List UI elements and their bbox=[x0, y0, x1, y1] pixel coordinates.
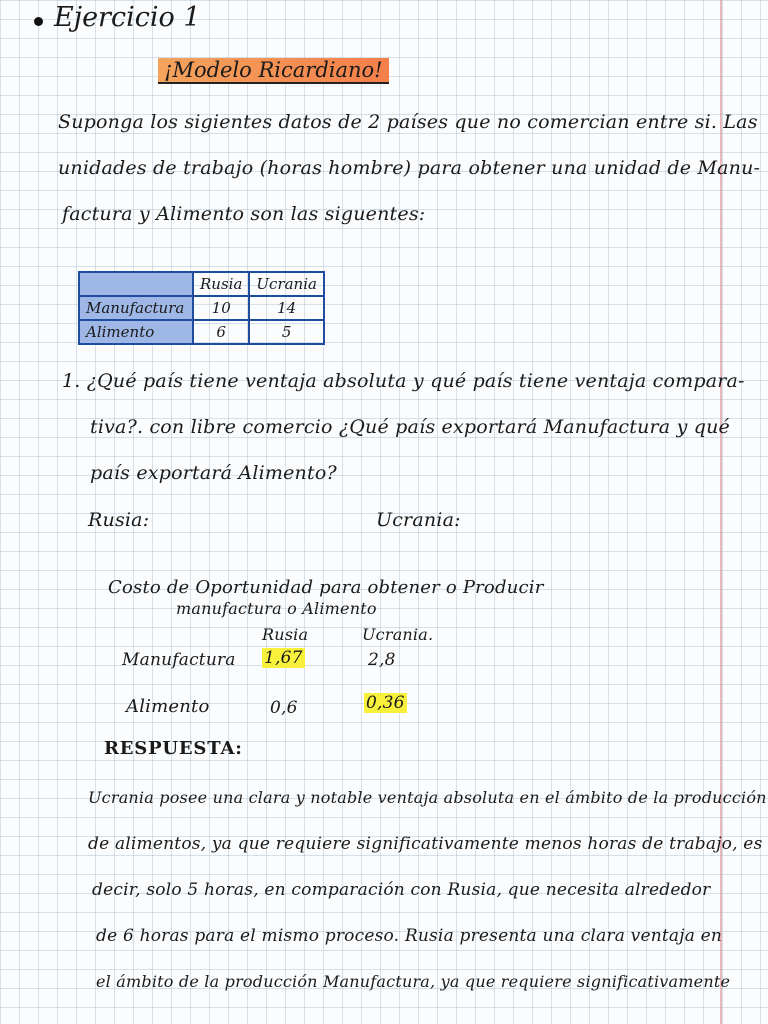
question-line-3: país exportará Alimento? bbox=[90, 462, 337, 484]
opportunity-value-highlighted: 1,67 bbox=[264, 648, 303, 668]
opportunity-value-highlighted: 0,36 bbox=[366, 693, 405, 713]
table-row bbox=[79, 320, 324, 344]
opportunity-value: 0,6 bbox=[270, 698, 298, 718]
table-cell: 5 bbox=[249, 320, 324, 344]
opportunity-col-rusia: Rusia bbox=[262, 625, 309, 644]
answer-line-4: de 6 horas para el mismo proceso. Rusia presenta una clara ventaja en bbox=[96, 926, 723, 946]
opportunity-col-ucrania: Ucrania. bbox=[362, 625, 434, 644]
table-row-label: Alimento bbox=[79, 320, 193, 344]
opportunity-title-line-2: manufactura o Alimento bbox=[176, 599, 377, 618]
intro-line-3: factura y Alimento son las siguentes: bbox=[62, 203, 426, 225]
table-header-rusia: Rusia bbox=[193, 272, 249, 296]
intro-line-2: unidades de trabajo (horas hombre) para obtener una unidad de Manu- bbox=[58, 157, 761, 179]
table-header-row bbox=[79, 272, 324, 296]
answer-line-2: de alimentos, ya que requiere significativamente menos horas de trabajo, es bbox=[88, 834, 763, 854]
opportunity-value: 2,8 bbox=[368, 650, 396, 670]
exercise-title: Ejercicio 1 bbox=[54, 2, 201, 33]
table-corner-cell bbox=[79, 272, 193, 296]
answer-line-5: el ámbito de la producción Manufactura, ya que requiere significativamente bbox=[96, 972, 731, 991]
answer-label: RESPUESTA: bbox=[104, 738, 243, 759]
notebook-margin-line bbox=[720, 0, 722, 1024]
table-cell: 14 bbox=[249, 296, 324, 320]
table-header-ucrania: Ucrania bbox=[249, 272, 324, 296]
opportunity-row-label: Alimento bbox=[126, 696, 210, 717]
table-row-label: Manufactura bbox=[79, 296, 193, 320]
opportunity-row-label: Manufactura bbox=[122, 650, 236, 670]
table-row bbox=[79, 296, 324, 320]
country-label-ucrania: Ucrania: bbox=[376, 509, 461, 531]
opportunity-title-line-1: Costo de Oportunidad para obtener o Producir bbox=[108, 577, 544, 598]
bullet-point bbox=[34, 17, 43, 26]
country-label-rusia: Rusia: bbox=[88, 509, 150, 531]
answer-line-3: decir, solo 5 horas, en comparación con Rusia, que necesita alrededor bbox=[92, 880, 711, 900]
table-cell: 6 bbox=[193, 320, 249, 344]
table-cell: 10 bbox=[193, 296, 249, 320]
question-line-2: tiva?. con libre comercio ¿Qué país exportará Manufactura y qué bbox=[90, 416, 730, 438]
question-line-1: 1. ¿Qué país tiene ventaja absoluta y qué país tiene ventaja compara- bbox=[62, 370, 745, 392]
intro-line-1: Suponga los sigientes datos de 2 países que no comercian entre si. Las bbox=[58, 111, 758, 133]
labor-units-table bbox=[78, 271, 325, 345]
answer-line-1: Ucrania posee una clara y notable ventaja absoluta en el ámbito de la producción bbox=[88, 788, 767, 807]
model-title: ¡Modelo Ricardiano! bbox=[158, 58, 389, 84]
